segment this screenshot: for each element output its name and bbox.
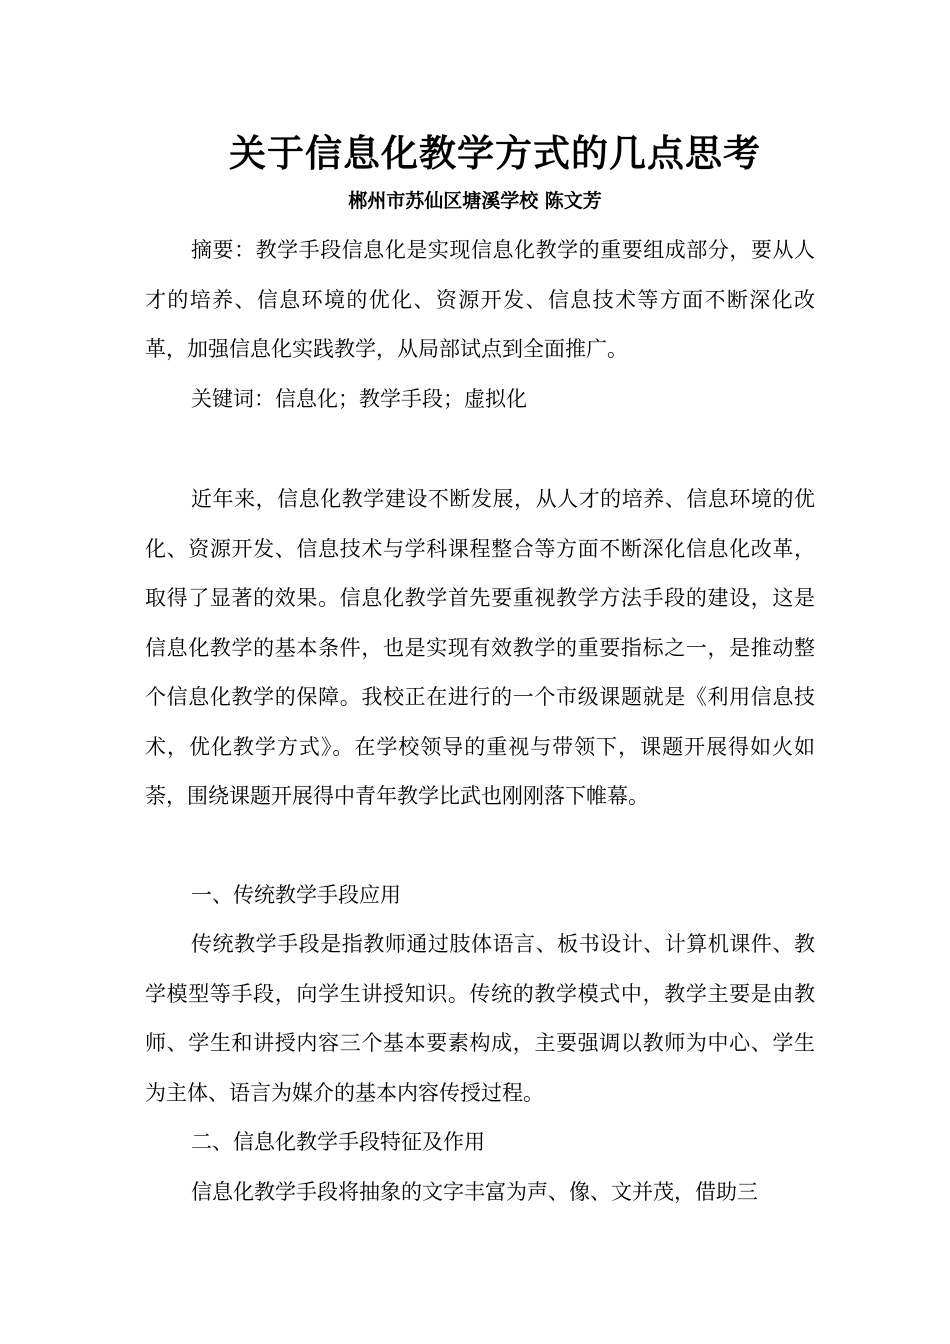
abstract-paragraph: 摘要：教学手段信息化是实现信息化教学的重要组成部分，要从人才的培养、信息环境的优化、资源开发、信息技术等方面不断深化改革，加强信息化实践教学，从局部试点到全面推广。 xyxy=(145,238,815,361)
author-line: 郴州市苏仙区塘溪学校 陈文芳 xyxy=(348,190,602,212)
document-title: 关于信息化教学方式的几点思考 xyxy=(229,131,761,175)
section2-paragraph: 信息化教学手段将抽象的文字丰富为声、像、文并茂，借助三 xyxy=(191,1180,758,1204)
section2-heading: 二、信息化教学手段特征及作用 xyxy=(191,1130,485,1154)
section1-paragraph: 传统教学手段是指教师通过肢体语言、板书设计、计算机课件、教学模型等手段，向学生讲授知识。传统的教学模式中，教学主要是由教师、学生和讲授内容三个基本要素构成，主要强调以教师为中心、学生为主体、语言为媒介的基本内容传授过程。 xyxy=(145,932,815,1105)
keywords-line: 关键词：信息化；教学手段；虚拟化 xyxy=(191,387,527,411)
intro-paragraph: 近年来，信息化教学建设不断发展，从人才的培养、信息环境的优化、资源开发、信息技术与学科课程整合等方面不断深化信息化改革，取得了显著的效果。信息化教学首先要重视教学方法手段的建设，这是信息化教学的基本条件，也是实现有效教学的重要指标之一，是推动整个信息化教学的保障。我校正在进行的一个市级课题就是《利用信息技术，优化教学方式》。在学校领导的重视与带领下，课题开展得如火如荼，围绕课题开展得中青年教学比武也刚刚落下帷幕。 xyxy=(145,487,815,808)
section1-heading: 一、传统教学手段应用 xyxy=(191,883,401,907)
